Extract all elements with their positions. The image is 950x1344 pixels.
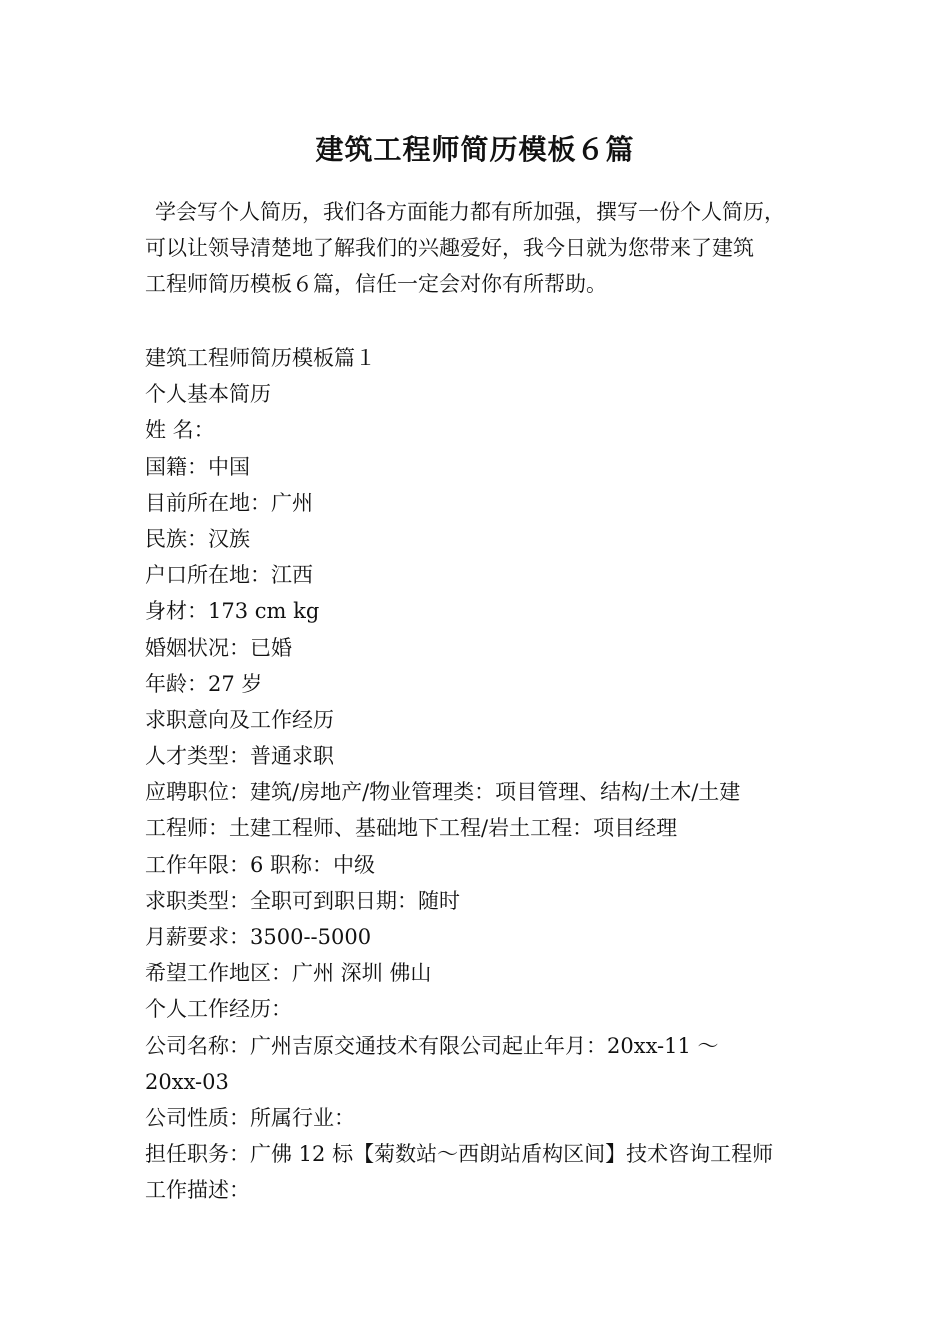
field-role: 担任职务：广佛 12 标【菊数站～西朗站盾构区间】技术咨询工程师 [145, 1142, 774, 1167]
field-years-title: 工作年限：6 职称：中级 [145, 852, 376, 877]
field-marital-status: 婚姻状况：已婚 [145, 635, 292, 660]
field-name: 姓 名： [145, 418, 215, 443]
resume-body [145, 340, 825, 1209]
intro-line-2: 可以让领导清楚地了解我们的兴趣爱好，我今日就为您带来了建筑 [145, 236, 754, 260]
section-heading: 建筑工程师简历模板篇１ [145, 346, 376, 370]
field-job-type: 求职类型：全职可到职日期：随时 [145, 888, 460, 913]
field-company-nature: 公司性质：所属行业： [145, 1105, 355, 1130]
intro-line-1: 学会写个人简历，我们各方面能力都有所加强，撰写一份个人简历， [155, 200, 785, 224]
field-location: 目前所在地：广州 [145, 490, 313, 515]
field-company: 公司名称：广州吉原交通技术有限公司起止年月：20xx-11 ～ [145, 1033, 719, 1058]
field-work-region: 希望工作地区：广州 深圳 佛山 [145, 961, 432, 986]
intro-paragraph [145, 194, 825, 302]
section-work-history: 个人工作经历： [145, 997, 292, 1022]
section-subheading: 个人基本简历 [145, 382, 271, 407]
document-title: 建筑工程师简历模板６篇 [315, 133, 635, 166]
field-stature: 身材：173 cm kg [145, 599, 320, 624]
field-position-cont: 工程师：土建工程师、基础地下工程/岩土工程：项目经理 [145, 816, 678, 841]
field-salary: 月薪要求：3500--5000 [145, 925, 372, 949]
field-age: 年龄：27 岁 [145, 671, 263, 696]
field-nationality: 国籍：中国 [145, 454, 250, 479]
section-job-intent: 求职意向及工作经历 [145, 707, 334, 732]
field-ethnicity: 民族：汉族 [145, 526, 250, 551]
field-hukou: 户口所在地：江西 [145, 563, 313, 588]
field-position: 应聘职位：建筑/房地产/物业管理类：项目管理、结构/土木/土建 [145, 780, 741, 805]
field-talent-type: 人才类型：普通求职 [145, 744, 334, 769]
field-company-period-end: 20xx-03 [145, 1069, 229, 1094]
intro-line-3: 工程师简历模板６篇，信任一定会对你有所帮助。 [145, 272, 607, 296]
field-job-description: 工作描述： [145, 1178, 250, 1203]
